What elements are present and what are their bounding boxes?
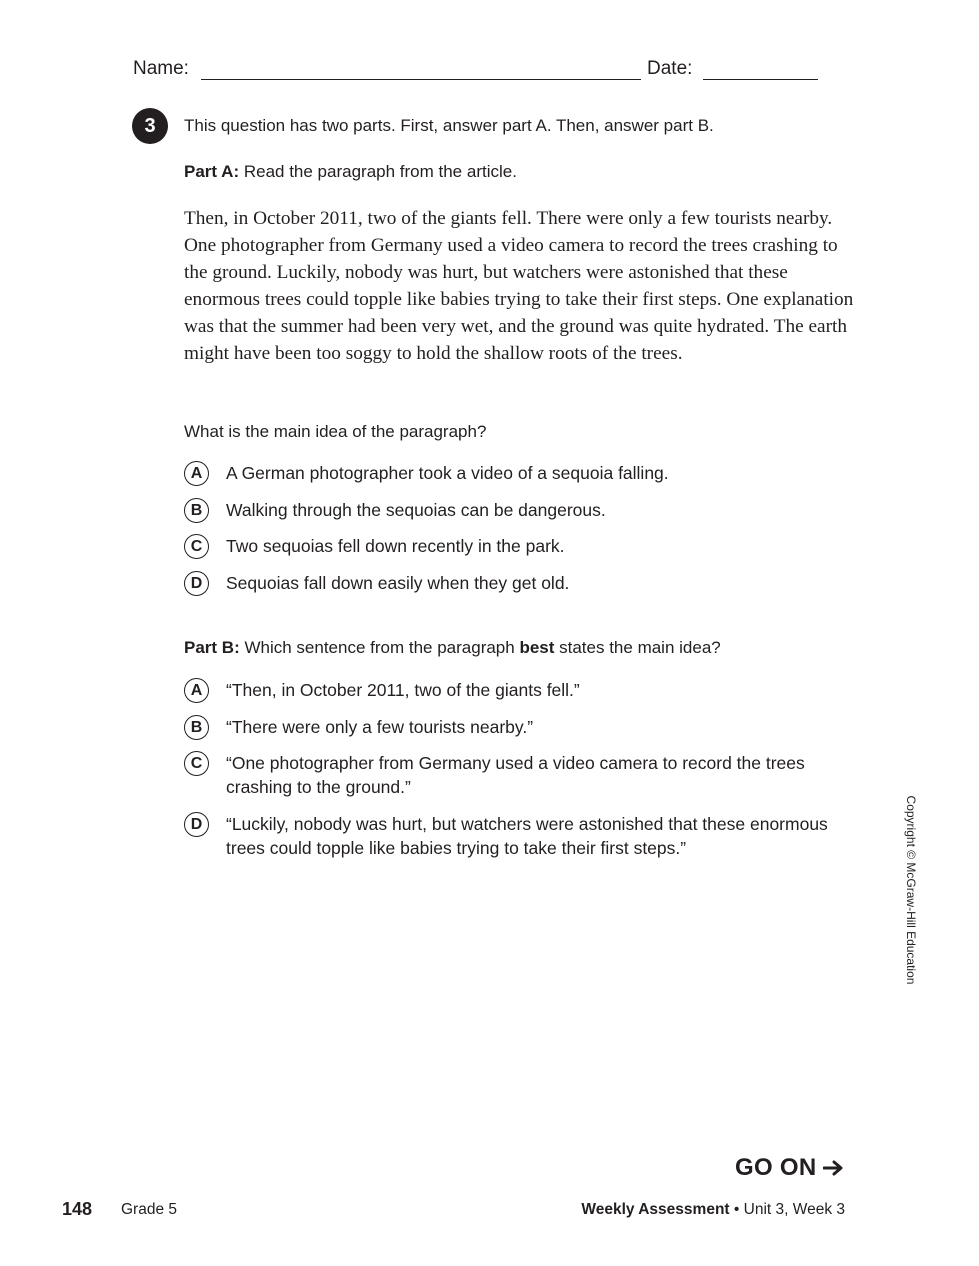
choice-bubble[interactable]: B [184, 715, 209, 740]
part-b-choice-c[interactable] [184, 751, 846, 799]
grade-label: Grade 5 [121, 1201, 178, 1218]
part-b-choice-d[interactable] [184, 812, 846, 860]
part-b-label: Part B: [184, 638, 240, 657]
assessment-info [581, 1201, 845, 1219]
part-b-emphasis: best [519, 638, 555, 657]
choice-bubble[interactable]: C [184, 534, 209, 559]
choice-text: Two sequoias fell down recently in the park. [226, 536, 565, 556]
choice-text: Sequoias fall down easily when they get old. [226, 573, 570, 593]
copyright-notice: Copyright © McGraw-Hill Education [904, 795, 918, 985]
choice-bubble[interactable]: D [184, 812, 209, 837]
choice-bubble[interactable]: B [184, 498, 209, 523]
choice-bubble[interactable]: D [184, 571, 209, 596]
arrow-right-icon [823, 1159, 845, 1177]
choice-text: “Luckily, nobody was hurt, but watchers were astonished that these enormous trees could topple like babies trying to take their first steps.” [226, 814, 828, 858]
part-b-text-1: Which sentence from the paragraph [239, 638, 520, 657]
part-b-text-2: states the main idea? [554, 638, 721, 657]
question-intro: This question has two parts. First, answer part A. Then, answer part B. [184, 116, 714, 135]
part-a-question: What is the main idea of the paragraph? [184, 422, 487, 441]
part-b-choice-a[interactable] [184, 678, 846, 703]
part-a-choice-a[interactable] [184, 461, 846, 486]
footer-separator: • [729, 1201, 744, 1218]
unit-week: Unit 3, Week 3 [743, 1201, 845, 1218]
part-a-label: Part A: [184, 162, 240, 181]
name-field[interactable] [201, 79, 641, 80]
date-label: Date: [647, 58, 693, 79]
assessment-title: Weekly Assessment [581, 1201, 730, 1218]
part-a-text: Read the paragraph from the article. [239, 162, 517, 181]
choice-text: Walking through the sequoias can be dangerous. [226, 500, 606, 520]
date-field[interactable] [703, 79, 818, 80]
part-a-choice-c[interactable] [184, 534, 846, 559]
part-a-instruction [184, 162, 517, 182]
choice-bubble[interactable]: C [184, 751, 209, 776]
passage-text: Then, in October 2011, two of the giants fell. There were only a few tourists nearby. One photographer from Germany used a video camera to record the trees crashing to the ground. Luckily, nobody was hurt, but watchers were astonished that these enormous trees could topple like babies trying to take their first steps. One explanation was that the summer had been very wet, and the ground was quite hydrated. The earth might have been too soggy to hold the shallow roots of the trees. [184, 208, 854, 364]
page-number: 148 [62, 1199, 93, 1219]
passage [184, 205, 854, 367]
name-label: Name: [133, 58, 189, 79]
choice-text: “There were only a few tourists nearby.” [226, 717, 534, 737]
go-on-indicator [735, 1154, 845, 1182]
part-a-choice-d[interactable] [184, 571, 846, 596]
choice-text: “One photographer from Germany used a video camera to record the trees crashing to the ground.” [226, 753, 805, 797]
question-number-badge: 3 [132, 108, 168, 144]
choice-bubble[interactable]: A [184, 678, 209, 703]
choice-text: A German photographer took a video of a sequoia falling. [226, 463, 669, 483]
choice-bubble[interactable]: A [184, 461, 209, 486]
part-b-choice-b[interactable] [184, 715, 846, 740]
choice-text: “Then, in October 2011, two of the giants fell.” [226, 680, 580, 700]
go-on-label: GO ON [735, 1154, 817, 1181]
part-a-choice-b[interactable] [184, 498, 846, 523]
part-b-instruction [184, 638, 721, 658]
